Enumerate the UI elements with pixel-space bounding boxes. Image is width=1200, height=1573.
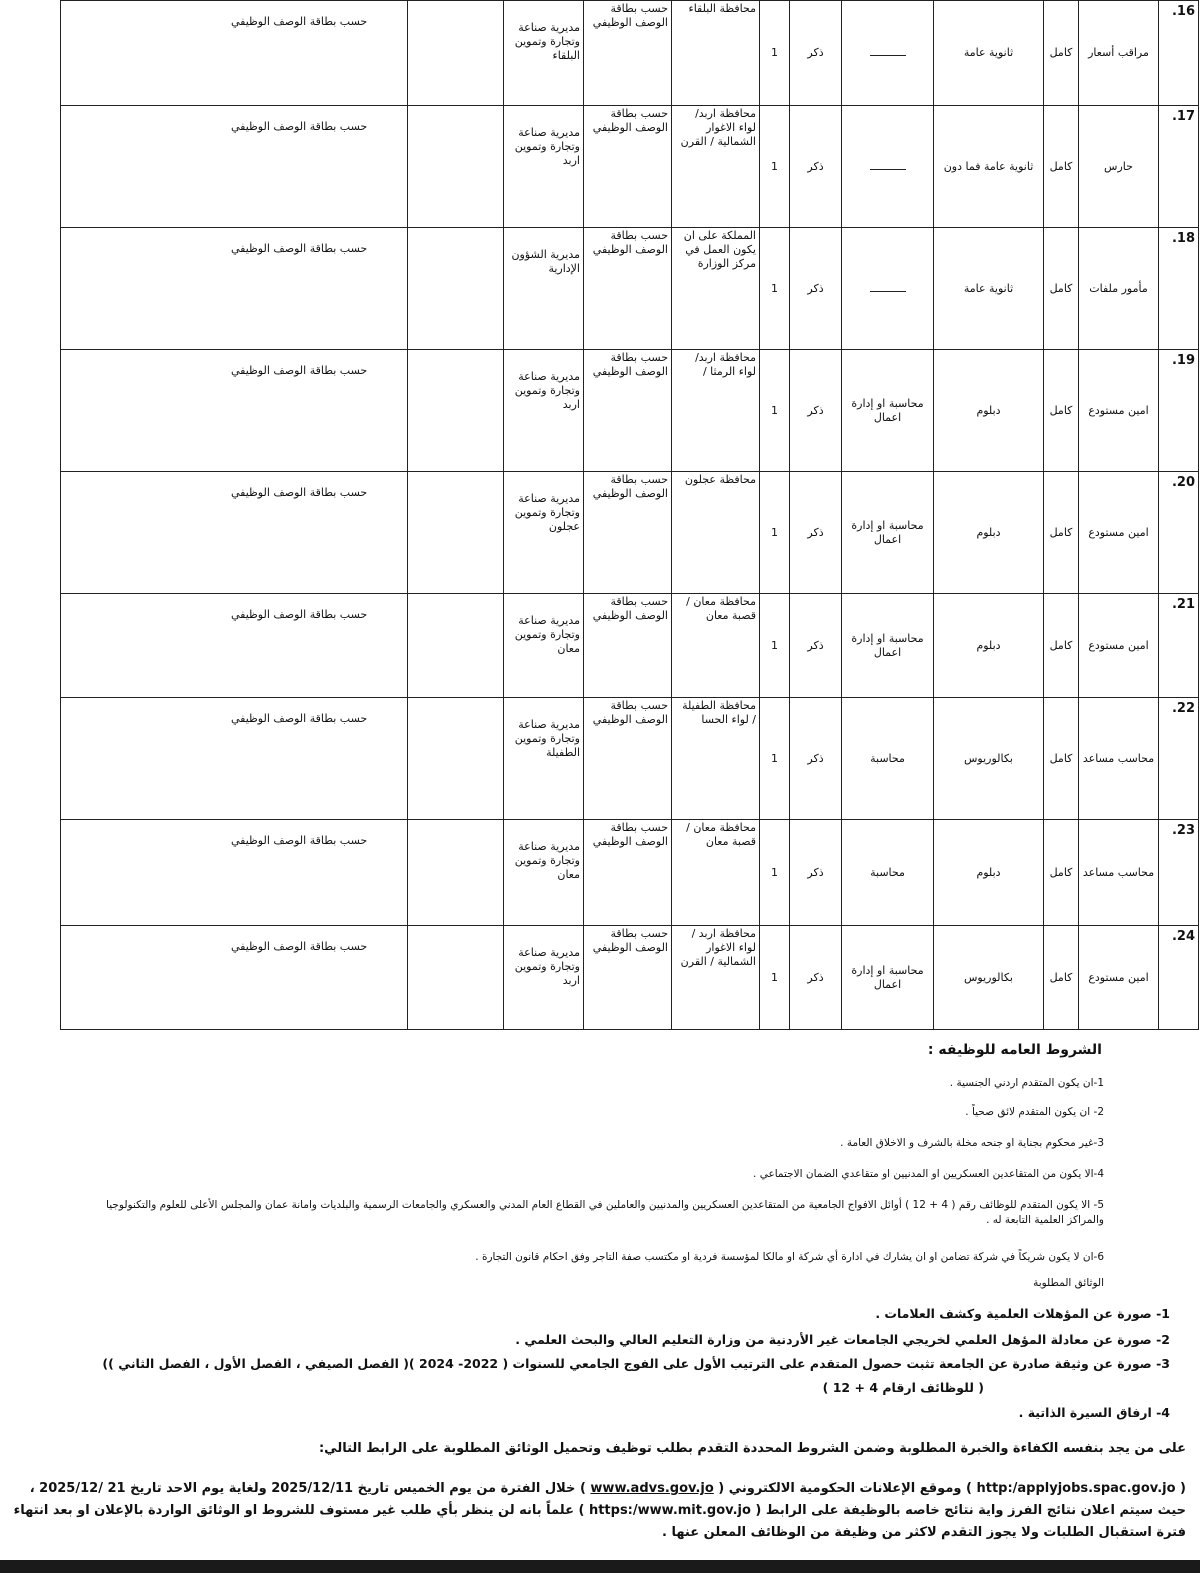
experience-text: حسب بطاقة الوصف الوظيفي bbox=[592, 229, 668, 256]
qualification-text: بكالوريوس bbox=[963, 970, 1013, 984]
cell-specialization bbox=[842, 472, 934, 594]
cell-count bbox=[760, 472, 790, 594]
cell-experience bbox=[584, 228, 672, 350]
count-text: 1 bbox=[771, 46, 778, 59]
cell-title bbox=[1079, 698, 1159, 820]
location-text: محافظة البلقاء bbox=[688, 2, 756, 15]
specialization-text: محاسبة او إدارة اعمال bbox=[851, 518, 924, 546]
cell-contract bbox=[1044, 820, 1079, 926]
table-row bbox=[61, 594, 1199, 698]
cell-other bbox=[61, 820, 408, 926]
cell-qualification bbox=[934, 1, 1044, 106]
cell-qualification bbox=[934, 106, 1044, 228]
title-text: مراقب أسعار bbox=[1088, 46, 1149, 59]
no-text: .17 bbox=[1171, 109, 1195, 124]
count-text: 1 bbox=[771, 281, 778, 295]
cell-title bbox=[1079, 472, 1159, 594]
cell-qualification bbox=[934, 350, 1044, 472]
experience-text: حسب بطاقة الوصف الوظيفي bbox=[592, 699, 668, 726]
gender-text: ذكر bbox=[807, 46, 824, 59]
cell-grade bbox=[408, 1, 504, 106]
qualification-text: ثانوية عامة bbox=[963, 281, 1014, 295]
no-text: .22 bbox=[1171, 701, 1195, 716]
cell-gender bbox=[790, 926, 842, 1030]
condition-item: 5- الا يكون المتقدم للوظائف رقم ( 4 + 12 ) أوائل الافواج الجامعية من المتقاعدين العسكريين والمدنيين والعاملين في القطاع العام المدني والعسكري والجامعات الرسمية والبلديات وامانة عمان والمجلس الأعلى للعلوم والتكنولوجيا والمراكز العلمية التابعة له . bbox=[106, 1199, 1104, 1226]
apply-text-part1: ( http:/applyjobs.spac.gov.jo ) وموقع الإعلانات الحكومية الالكتروني ( bbox=[713, 1481, 1186, 1496]
experience-text: حسب بطاقة الوصف الوظيفي bbox=[592, 2, 668, 29]
cell-other bbox=[61, 594, 408, 698]
empty-dash bbox=[870, 169, 906, 170]
cell-experience bbox=[584, 926, 672, 1030]
cell-title bbox=[1079, 228, 1159, 350]
specialization-text: محاسبة او إدارة اعمال bbox=[851, 963, 924, 991]
cell-directorate bbox=[504, 350, 584, 472]
cell-directorate bbox=[504, 1, 584, 106]
table-row bbox=[61, 926, 1199, 1030]
cell-no bbox=[1159, 350, 1199, 472]
other-text: حسب بطاقة الوصف الوظيفي bbox=[231, 486, 368, 499]
empty-dash bbox=[870, 55, 906, 56]
document-item: 3- صورة عن وثيقة صادرة عن الجامعة تثبت حصول المتقدم على الترتيب الأول على الفوج الجامعي للسنوات ( 2022- 2024 )( الفصل الصيفي ، الفصل الأول ، الفصل الثاني )) bbox=[102, 1356, 1170, 1371]
specialization-text: محاسبة bbox=[870, 865, 905, 879]
apply-intro: على من يجد بنفسه الكفاءة والخبرة المطلوبة وضمن الشروط المحددة التقدم بطلب توظيف وتحميل الوثائق المطلوبة على الرابط التالي: bbox=[318, 1441, 1186, 1456]
table-row bbox=[61, 106, 1199, 228]
table-row bbox=[61, 350, 1199, 472]
cell-count bbox=[760, 698, 790, 820]
cell-specialization bbox=[842, 106, 934, 228]
cell-directorate bbox=[504, 472, 584, 594]
no-text: .16 bbox=[1171, 4, 1195, 19]
title-text: امين مستودع bbox=[1088, 970, 1149, 984]
empty-dash bbox=[870, 291, 906, 292]
cell-location bbox=[672, 106, 760, 228]
other-text: حسب بطاقة الوصف الوظيفي bbox=[231, 120, 368, 133]
cell-title bbox=[1079, 350, 1159, 472]
cell-specialization bbox=[842, 926, 934, 1030]
apply-text bbox=[8, 1478, 1186, 1544]
documents-title: الوثائق المطلوبة bbox=[1033, 1277, 1104, 1289]
gender-text: ذكر bbox=[807, 865, 824, 879]
cell-gender bbox=[790, 472, 842, 594]
cell-experience bbox=[584, 594, 672, 698]
count-text: 1 bbox=[771, 751, 778, 765]
location-text: المملكة على ان يكون العمل في مركز الوزارة bbox=[683, 229, 756, 270]
cell-no bbox=[1159, 926, 1199, 1030]
contract-text: كامل bbox=[1049, 865, 1073, 879]
cell-experience bbox=[584, 106, 672, 228]
title-text: امين مستودع bbox=[1088, 525, 1149, 539]
other-text: حسب بطاقة الوصف الوظيفي bbox=[231, 608, 368, 621]
cell-location bbox=[672, 350, 760, 472]
location-text: محافظة اربد/ لواء الرمثا / bbox=[695, 351, 756, 378]
contract-text: كامل bbox=[1049, 281, 1073, 295]
cell-experience bbox=[584, 698, 672, 820]
location-text: محافظة معان / قصبة معان bbox=[686, 821, 756, 848]
cell-grade bbox=[408, 106, 504, 228]
location-text: محافظة الطفيلة / لواء الحسا bbox=[682, 699, 756, 726]
qualification-text: ثانوية عامة فما دون bbox=[943, 159, 1034, 173]
cell-other bbox=[61, 228, 408, 350]
location-text: محافظة معان / قصبة معان bbox=[686, 595, 756, 622]
cell-gender bbox=[790, 1, 842, 106]
table-row bbox=[61, 472, 1199, 594]
requirements-title: الشروط العامه للوظيفه : bbox=[927, 1042, 1102, 1058]
directorate-text: مديرية صناعة وتجارة وتموين معان bbox=[514, 840, 580, 881]
cell-specialization bbox=[842, 594, 934, 698]
count-text: 1 bbox=[771, 865, 778, 879]
gender-text: ذكر bbox=[807, 525, 824, 539]
cell-experience bbox=[584, 472, 672, 594]
cell-experience bbox=[584, 350, 672, 472]
cell-directorate bbox=[504, 106, 584, 228]
cell-no bbox=[1159, 106, 1199, 228]
cell-gender bbox=[790, 698, 842, 820]
location-text: محافظة اربد / لواء الاغوار الشمالية / القرن bbox=[680, 927, 756, 968]
specialization-text: محاسبة او إدارة اعمال bbox=[851, 396, 924, 424]
cell-location bbox=[672, 472, 760, 594]
count-text: 1 bbox=[771, 970, 778, 984]
cell-no bbox=[1159, 472, 1199, 594]
cell-other bbox=[61, 350, 408, 472]
directorate-text: مديرية صناعة وتجارة وتموين اربد bbox=[514, 126, 580, 167]
cell-gender bbox=[790, 106, 842, 228]
bottom-edge bbox=[0, 1560, 1200, 1573]
cell-directorate bbox=[504, 698, 584, 820]
contract-text: كامل bbox=[1049, 159, 1073, 173]
other-text: حسب بطاقة الوصف الوظيفي bbox=[231, 15, 368, 28]
cell-count bbox=[760, 228, 790, 350]
cell-no bbox=[1159, 820, 1199, 926]
cell-qualification bbox=[934, 228, 1044, 350]
cell-directorate bbox=[504, 926, 584, 1030]
cell-specialization bbox=[842, 698, 934, 820]
gender-text: ذكر bbox=[807, 970, 824, 984]
title-text: امين مستودع bbox=[1088, 638, 1149, 652]
cell-count bbox=[760, 1, 790, 106]
gender-text: ذكر bbox=[807, 638, 824, 652]
count-text: 1 bbox=[771, 638, 778, 652]
cell-experience bbox=[584, 1, 672, 106]
document-item: ( للوظائف ارقام 4 + 12 ) bbox=[822, 1380, 984, 1395]
qualification-text: بكالوريوس bbox=[963, 751, 1013, 765]
cell-location bbox=[672, 594, 760, 698]
cell-title bbox=[1079, 106, 1159, 228]
contract-text: كامل bbox=[1049, 638, 1073, 652]
cell-gender bbox=[790, 350, 842, 472]
cell-count bbox=[760, 106, 790, 228]
condition-item: 6-ان لا يكون شريكاً في شركة تضامن او ان يشارك في ادارة أي شركة او مالكا لمؤسسة فردية او مكتسب صفة التاجر وفق احكام قانون التجارة . bbox=[475, 1251, 1104, 1263]
other-text: حسب بطاقة الوصف الوظيفي bbox=[231, 364, 368, 377]
cell-qualification bbox=[934, 926, 1044, 1030]
qualification-text: دبلوم bbox=[976, 403, 1001, 417]
cell-other bbox=[61, 472, 408, 594]
location-text: محافظة اربد/ لواء الاغوار الشمالية / القرن bbox=[680, 107, 756, 148]
document-item: 2- صورة عن معادلة المؤهل العلمي لخريجي الجامعات غير الأردنية من وزارة التعليم العالي والبحث العلمي . bbox=[515, 1332, 1170, 1347]
cell-gender bbox=[790, 820, 842, 926]
cell-contract bbox=[1044, 594, 1079, 698]
directorate-text: مديرية صناعة وتجارة وتموين اربد bbox=[514, 946, 580, 987]
cell-location bbox=[672, 820, 760, 926]
cell-grade bbox=[408, 820, 504, 926]
count-text: 1 bbox=[771, 525, 778, 539]
table-row bbox=[61, 228, 1199, 350]
no-text: .18 bbox=[1171, 231, 1195, 246]
cell-no bbox=[1159, 1, 1199, 106]
cell-count bbox=[760, 350, 790, 472]
cell-contract bbox=[1044, 698, 1079, 820]
contract-text: كامل bbox=[1049, 403, 1073, 417]
jobs-table bbox=[60, 0, 1199, 1030]
location-text: محافظة عجلون bbox=[684, 473, 756, 486]
cell-title bbox=[1079, 594, 1159, 698]
other-text: حسب بطاقة الوصف الوظيفي bbox=[231, 834, 368, 847]
gender-text: ذكر bbox=[807, 159, 824, 173]
cell-other bbox=[61, 698, 408, 820]
cell-location bbox=[672, 926, 760, 1030]
cell-specialization bbox=[842, 820, 934, 926]
cell-count bbox=[760, 820, 790, 926]
cell-grade bbox=[408, 350, 504, 472]
cell-gender bbox=[790, 228, 842, 350]
gender-text: ذكر bbox=[807, 281, 824, 295]
cell-no bbox=[1159, 228, 1199, 350]
cell-grade bbox=[408, 472, 504, 594]
count-text: 1 bbox=[771, 159, 778, 173]
cell-specialization bbox=[842, 228, 934, 350]
gender-text: ذكر bbox=[807, 751, 824, 765]
no-text: .21 bbox=[1171, 597, 1195, 612]
cell-specialization bbox=[842, 1, 934, 106]
document-item: 4- ارفاق السيرة الذاتية . bbox=[1018, 1405, 1170, 1420]
directorate-text: مديرية صناعة وتجارة وتموين معان bbox=[514, 614, 580, 655]
cell-qualification bbox=[934, 698, 1044, 820]
directorate-text: مديرية صناعة وتجارة وتموين اربد bbox=[514, 370, 580, 411]
condition-item: 1-ان يكون المتقدم اردني الجنسية . bbox=[949, 1077, 1104, 1089]
cell-qualification bbox=[934, 820, 1044, 926]
gender-text: ذكر bbox=[807, 403, 824, 417]
cell-contract bbox=[1044, 926, 1079, 1030]
condition-item: 2- ان يكون المتقدم لائق صحياً . bbox=[965, 1106, 1104, 1118]
contract-text: كامل bbox=[1049, 46, 1073, 59]
condition-item: 4-الا يكون من المتقاعدين العسكريين او المدنيين او متقاعدي الضمان الاجتماعي . bbox=[753, 1168, 1104, 1180]
cell-qualification bbox=[934, 472, 1044, 594]
cell-contract bbox=[1044, 1, 1079, 106]
apply-text-part2: ) خلال الفترة من يوم الخميس تاريخ 2025/12/11 ولغاية يوم الاحد تاريخ 21 /2025/12 ، حيث سيتم اعلان نتائج الفرز واية نتائج خاصه بالوظيفة على الرابط ( https:/www.mit.gov.jo ) علماً بانه لن ينظر بأي طلب غير مستوف للشروط او الوثائق الواردة بالإعلان او بعد انتهاء فترة استقبال الطلبات ولا يجوز التقدم لاكثر من وظيفة من الوظائف المعلن عنها . bbox=[13, 1481, 1186, 1540]
cell-location bbox=[672, 698, 760, 820]
cell-count bbox=[760, 926, 790, 1030]
cell-no bbox=[1159, 698, 1199, 820]
cell-no bbox=[1159, 594, 1199, 698]
specialization-text: محاسبة bbox=[870, 751, 905, 765]
other-text: حسب بطاقة الوصف الوظيفي bbox=[231, 940, 368, 953]
cell-grade bbox=[408, 926, 504, 1030]
cell-title bbox=[1079, 926, 1159, 1030]
cell-directorate bbox=[504, 228, 584, 350]
contract-text: كامل bbox=[1049, 525, 1073, 539]
table-row bbox=[61, 698, 1199, 820]
cell-location bbox=[672, 228, 760, 350]
cell-contract bbox=[1044, 472, 1079, 594]
experience-text: حسب بطاقة الوصف الوظيفي bbox=[592, 595, 668, 622]
directorate-text: مديرية صناعة وتجارة وتموين عجلون bbox=[514, 492, 580, 533]
specialization-text: محاسبة او إدارة اعمال bbox=[851, 631, 924, 659]
title-text: محاسب مساعد bbox=[1082, 865, 1155, 879]
cell-other bbox=[61, 106, 408, 228]
qualification-text: ثانوية عامة bbox=[963, 46, 1014, 59]
contract-text: كامل bbox=[1049, 751, 1073, 765]
cell-grade bbox=[408, 698, 504, 820]
cell-specialization bbox=[842, 350, 934, 472]
advs-link[interactable]: www.advs.gov.jo bbox=[590, 1481, 714, 1496]
cell-title bbox=[1079, 820, 1159, 926]
cell-count bbox=[760, 594, 790, 698]
directorate-text: مديرية صناعة وتجارة وتموين الطفيلة bbox=[514, 718, 580, 759]
table-row bbox=[61, 820, 1199, 926]
other-text: حسب بطاقة الوصف الوظيفي bbox=[231, 712, 368, 725]
cell-experience bbox=[584, 820, 672, 926]
title-text: محاسب مساعد bbox=[1082, 751, 1155, 765]
experience-text: حسب بطاقة الوصف الوظيفي bbox=[592, 821, 668, 848]
cell-contract bbox=[1044, 228, 1079, 350]
title-text: مأمور ملفات bbox=[1089, 281, 1148, 295]
experience-text: حسب بطاقة الوصف الوظيفي bbox=[592, 351, 668, 378]
cell-title bbox=[1079, 1, 1159, 106]
condition-item: 3-غير محكوم بجناية او جنحه مخلة بالشرف و الاخلاق العامة . bbox=[840, 1137, 1104, 1149]
no-text: .20 bbox=[1171, 475, 1195, 490]
cell-directorate bbox=[504, 594, 584, 698]
cell-location bbox=[672, 1, 760, 106]
experience-text: حسب بطاقة الوصف الوظيفي bbox=[592, 473, 668, 500]
experience-text: حسب بطاقة الوصف الوظيفي bbox=[592, 107, 668, 134]
qualification-text: دبلوم bbox=[976, 865, 1001, 879]
table-row bbox=[61, 1, 1199, 106]
title-text: امين مستودع bbox=[1088, 403, 1149, 417]
cell-contract bbox=[1044, 106, 1079, 228]
directorate-text: مديرية صناعة وتجارة وتموين البلقاء bbox=[514, 21, 580, 62]
cell-directorate bbox=[504, 820, 584, 926]
qualification-text: دبلوم bbox=[976, 525, 1001, 539]
count-text: 1 bbox=[771, 403, 778, 417]
title-text: حارس bbox=[1104, 159, 1133, 173]
qualification-text: دبلوم bbox=[976, 638, 1001, 652]
no-text: .24 bbox=[1171, 929, 1195, 944]
cell-other bbox=[61, 926, 408, 1030]
no-text: .23 bbox=[1171, 823, 1195, 838]
cell-grade bbox=[408, 228, 504, 350]
directorate-text: مديرية الشؤون الإدارية bbox=[511, 248, 580, 275]
cell-gender bbox=[790, 594, 842, 698]
cell-grade bbox=[408, 594, 504, 698]
other-text: حسب بطاقة الوصف الوظيفي bbox=[231, 242, 368, 255]
experience-text: حسب بطاقة الوصف الوظيفي bbox=[592, 927, 668, 954]
cell-other bbox=[61, 1, 408, 106]
cell-qualification bbox=[934, 594, 1044, 698]
no-text: .19 bbox=[1171, 353, 1195, 368]
cell-contract bbox=[1044, 350, 1079, 472]
contract-text: كامل bbox=[1049, 970, 1073, 984]
document-item: 1- صورة عن المؤهلات العلمية وكشف العلامات . bbox=[875, 1306, 1170, 1321]
